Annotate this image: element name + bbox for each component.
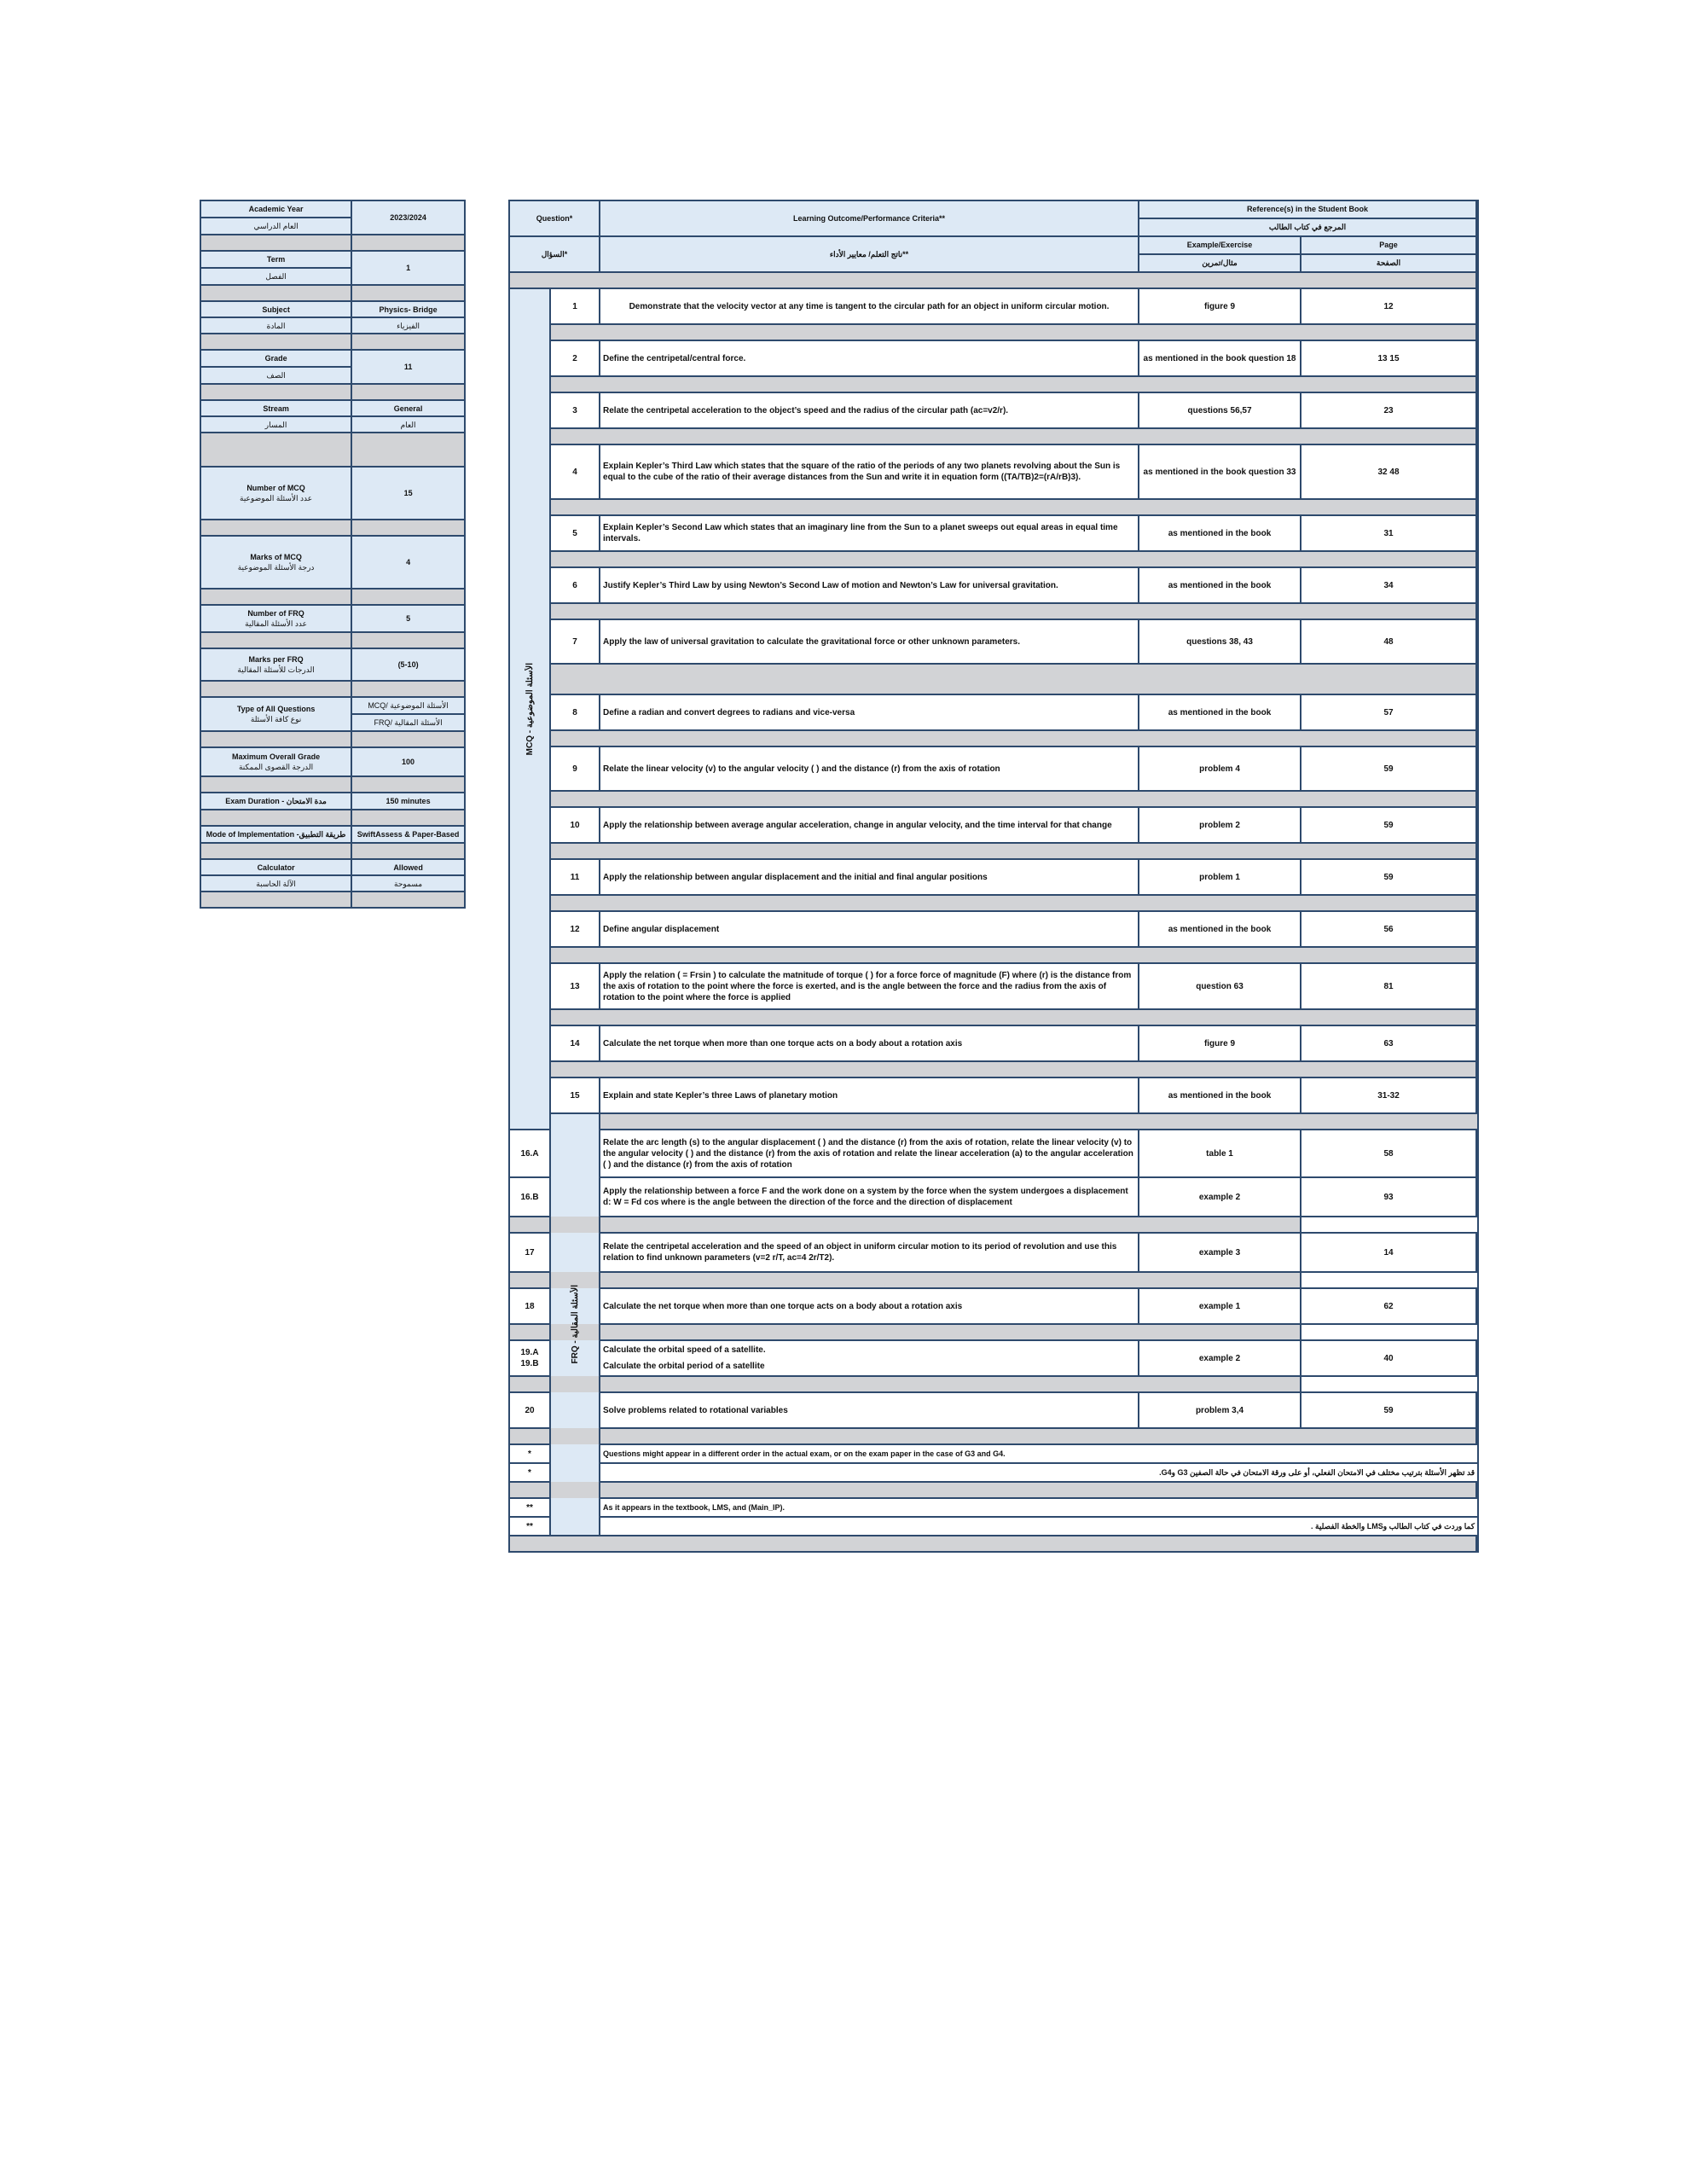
learning-outcome: Justify Kepler’s Third Law by using Newton’s Second Law of motion and Newton’s Law for universal gravitation. xyxy=(600,567,1139,603)
note-marker: ** xyxy=(509,1517,550,1536)
num-mcq-label-en: Number of MCQ xyxy=(246,484,305,492)
type-value-frq: FRQ/ الأسئلة المقالية xyxy=(351,714,465,731)
question-number: 1 xyxy=(550,288,600,324)
page-reference: 56 xyxy=(1301,911,1476,947)
learning-outcome: Define angular displacement xyxy=(600,911,1139,947)
question-number: 6 xyxy=(550,567,600,603)
question-number: 2 xyxy=(550,340,600,376)
type-label-ar: نوع كافة الأسئلة xyxy=(250,715,302,723)
question-number: 7 xyxy=(550,619,600,664)
page-reference: 40 xyxy=(1301,1340,1476,1376)
marks-mcq-label-en: Marks of MCQ xyxy=(250,553,302,561)
learning-outcome-19a: Calculate the orbital speed of a satellite. xyxy=(603,1345,766,1355)
example-reference: problem 4 xyxy=(1139,746,1301,791)
num-mcq-value: 15 xyxy=(351,467,465,520)
question-number: 5 xyxy=(550,515,600,551)
grade-label: Grade xyxy=(200,350,351,367)
note-marker: * xyxy=(509,1463,550,1482)
duration-label: Exam Duration - مدة الامتحان xyxy=(200,793,351,810)
frq-section-text: FRQ - الأسئلة المقالية xyxy=(570,1285,580,1364)
example-reference: as mentioned in the book xyxy=(1139,1077,1301,1113)
learning-outcome: Relate the centripetal acceleration to the object’s speed and the radius of the circular path (ac=v2/r). xyxy=(600,392,1139,428)
page-reference: 59 xyxy=(1301,1392,1476,1428)
max-grade-value: 100 xyxy=(351,747,465,776)
header-question-ar: السؤال* xyxy=(509,236,600,272)
example-reference: example 1 xyxy=(1139,1288,1301,1324)
mode-value: SwiftAssess & Paper-Based xyxy=(351,826,465,843)
example-reference: example 3 xyxy=(1139,1233,1301,1272)
question-number: 12 xyxy=(550,911,600,947)
example-reference: table 1 xyxy=(1139,1130,1301,1177)
term-value: 1 xyxy=(351,251,465,285)
learning-outcome: Demonstrate that the velocity vector at any time is tangent to the circular path for an object in uniform circular motion. xyxy=(600,288,1139,324)
calculator-value-ar: مسموحة xyxy=(351,875,465,892)
type-value-mcq: MCQ/ الأسئلة الموضوعية xyxy=(351,697,465,714)
page-reference: 59 xyxy=(1301,807,1476,843)
num-frq-label xyxy=(200,605,351,632)
num-frq-label-en: Number of FRQ xyxy=(247,609,304,618)
example-reference: as mentioned in the book xyxy=(1139,694,1301,730)
num-mcq-label xyxy=(200,467,351,520)
learning-outcome: Apply the relationship between a force F and the work done on a system by the force when the system undergoes a displacement d: W = Fd cos where is the angle between the direction of the force and the direction of displacement xyxy=(600,1177,1139,1217)
header-reference-ar: المرجع في كتاب الطالب xyxy=(1139,218,1476,236)
question-number: 10 xyxy=(550,807,600,843)
page-reference: 59 xyxy=(1301,746,1476,791)
header-outcome: Learning Outcome/Performance Criteria** xyxy=(600,200,1139,236)
subject-value: Physics- Bridge xyxy=(351,301,465,317)
note-order-ar: قد تظهر الأسئلة بترتيب مختلف في الامتحان الفعلي، أو على ورقة الامتحان في حالة الصفين G3 وG4. xyxy=(600,1463,1478,1482)
question-number: 16.B xyxy=(509,1177,550,1217)
learning-outcome: Define the centripetal/central force. xyxy=(600,340,1139,376)
question-number: 13 xyxy=(550,963,600,1009)
page-reference: 31-32 xyxy=(1301,1077,1476,1113)
page-reference: 31 xyxy=(1301,515,1476,551)
example-reference: problem 3,4 xyxy=(1139,1392,1301,1428)
stream-label: Stream xyxy=(200,400,351,416)
page-reference: 23 xyxy=(1301,392,1476,428)
header-page: Page xyxy=(1301,236,1476,254)
note-source-en: As it appears in the textbook, LMS, and (Main_IP). xyxy=(600,1498,1478,1517)
marks-mcq-value: 4 xyxy=(351,536,465,589)
header-page-ar: الصفحة xyxy=(1301,254,1476,272)
header-example: Example/Exercise xyxy=(1139,236,1301,254)
grade-value: 11 xyxy=(351,350,465,384)
question-number xyxy=(509,1340,550,1376)
learning-outcome: Relate the linear velocity (v) to the angular velocity ( ) and the distance (r) from the axis of rotation xyxy=(600,746,1139,791)
subject-value-ar: الفيزياء xyxy=(351,317,465,334)
example-reference: problem 2 xyxy=(1139,807,1301,843)
term-label: Term xyxy=(200,251,351,268)
question-number-19b: 19.B xyxy=(520,1359,539,1368)
marks-mcq-label-ar: درجة الأسئلة الموضوعية xyxy=(237,563,315,572)
marks-frq-label-ar: الدرجات للأسئلة المقالية xyxy=(237,665,315,674)
subject-label: Subject xyxy=(200,301,351,317)
academic-year-value: 2023/2024 xyxy=(351,200,465,235)
page-reference: 58 xyxy=(1301,1130,1476,1177)
learning-outcome: Explain Kepler’s Second Law which states that an imaginary line from the Sun to a planet sweeps out equal areas in equal time intervals. xyxy=(600,515,1139,551)
question-number: 16.A xyxy=(509,1130,550,1177)
learning-outcome xyxy=(600,1340,1139,1376)
max-grade-label-ar: الدرجة القصوى الممكنة xyxy=(238,763,314,771)
learning-outcome: Explain and state Kepler’s three Laws of planetary motion xyxy=(600,1077,1139,1113)
duration-value: 150 minutes xyxy=(351,793,465,810)
question-number-19a: 19.A xyxy=(520,1348,539,1357)
page-reference: 12 xyxy=(1301,288,1476,324)
example-reference: as mentioned in the book xyxy=(1139,515,1301,551)
page-reference: 14 xyxy=(1301,1233,1476,1272)
mcq-section-label xyxy=(509,288,550,1130)
stream-value-ar: العام xyxy=(351,416,465,433)
example-reference: questions 56,57 xyxy=(1139,392,1301,428)
type-label-en: Type of All Questions xyxy=(236,705,316,713)
header-question: Question* xyxy=(509,200,600,236)
max-grade-label-en: Maximum Overall Grade xyxy=(232,752,321,761)
page-reference: 81 xyxy=(1301,963,1476,1009)
example-reference: figure 9 xyxy=(1139,288,1301,324)
max-grade-label xyxy=(200,747,351,776)
learning-outcome: Explain Kepler’s Third Law which states that the square of the ratio of the periods of any two planets revolving about the Sun is equal to the cube of the ratio of their average distances from the Sun and write it in equation form ((TA/TB)2=(rA/rB)3). xyxy=(600,444,1139,499)
example-reference: as mentioned in the book xyxy=(1139,567,1301,603)
question-number: 15 xyxy=(550,1077,600,1113)
example-reference: as mentioned in the book xyxy=(1139,911,1301,947)
example-reference: example 2 xyxy=(1139,1177,1301,1217)
marks-frq-label-en: Marks per FRQ xyxy=(248,655,304,664)
learning-outcome-19b: Calculate the orbital period of a satellite xyxy=(603,1362,765,1371)
header-reference: Reference(s) in the Student Book xyxy=(1139,200,1476,218)
page-reference: 59 xyxy=(1301,859,1476,895)
calculator-label: Calculator xyxy=(200,859,351,875)
grade-label-ar: الصف xyxy=(200,367,351,384)
question-number: 9 xyxy=(550,746,600,791)
example-reference: question 63 xyxy=(1139,963,1301,1009)
note-source-ar: كما وردت في كتاب الطالب وLMS والخطة الفصلية . xyxy=(600,1517,1478,1536)
num-frq-label-ar: عدد الأسئلة المقالية xyxy=(245,619,307,628)
stream-value: General xyxy=(351,400,465,416)
page-reference: 48 xyxy=(1301,619,1476,664)
academic-year-label: Academic Year xyxy=(200,200,351,218)
question-number: 3 xyxy=(550,392,600,428)
type-label xyxy=(200,697,351,731)
question-number: 18 xyxy=(509,1288,550,1324)
calculator-value: Allowed xyxy=(351,859,465,875)
page-reference: 34 xyxy=(1301,567,1476,603)
page-reference: 93 xyxy=(1301,1177,1476,1217)
learning-outcome: Apply the relationship between angular displacement and the initial and final angular positions xyxy=(600,859,1139,895)
term-label-ar: الفصل xyxy=(200,268,351,285)
question-number: 4 xyxy=(550,444,600,499)
example-reference: figure 9 xyxy=(1139,1025,1301,1061)
question-number: 20 xyxy=(509,1392,550,1428)
page-reference: 32 48 xyxy=(1301,444,1476,499)
example-reference: as mentioned in the book question 33 xyxy=(1139,444,1301,499)
page-reference: 63 xyxy=(1301,1025,1476,1061)
learning-outcome: Solve problems related to rotational variables xyxy=(600,1392,1139,1428)
mode-label: Mode of Implementation -طريقة التطبيق xyxy=(200,826,351,843)
note-order-en: Questions might appear in a different order in the actual exam, or on the exam paper in the case of G3 and G4. xyxy=(600,1444,1478,1463)
question-number: 14 xyxy=(550,1025,600,1061)
example-reference: as mentioned in the book question 18 xyxy=(1139,340,1301,376)
note-marker: ** xyxy=(509,1498,550,1517)
note-marker: * xyxy=(509,1444,550,1463)
marks-frq-value: (5-10) xyxy=(351,648,465,681)
question-number: 17 xyxy=(509,1233,550,1272)
question-number: 8 xyxy=(550,694,600,730)
example-reference: questions 38, 43 xyxy=(1139,619,1301,664)
marks-frq-label xyxy=(200,648,351,681)
learning-outcome: Relate the centripetal acceleration and the speed of an object in uniform circular motion to its period of revolution and use this relation to find unknown parameters (v=2 r/T, ac=4 2r/T2). xyxy=(600,1233,1139,1272)
learning-outcome: Relate the arc length (s) to the angular displacement ( ) and the distance (r) from the axis of rotation, relate the linear velocity (v) to the angular velocity ( ) and the distance (r) from the axis of rotation and relate the linear acceleration (a) to the angular acceleration ( ) and the distance (r) from the axis of rotation xyxy=(600,1130,1139,1177)
learning-outcome: Apply the relationship between average angular acceleration, change in angular velocity, and the time interval for that change xyxy=(600,807,1139,843)
learning-outcome: Apply the relation ( = Frsin ) to calculate the matnitude of torque ( ) for a force force of magnitude (F) where (r) is the distance from the axis of rotation to the point where the force is exerted, and is the angle between the force and the radius from the axis of rotation to the point where the force is applied xyxy=(600,963,1139,1009)
page-reference: 13 15 xyxy=(1301,340,1476,376)
learning-outcome: Apply the law of universal gravitation to calculate the gravitational force or other unknown parameters. xyxy=(600,619,1139,664)
page-reference: 62 xyxy=(1301,1288,1476,1324)
learning-outcome: Calculate the net torque when more than one torque acts on a body about a rotation axis xyxy=(600,1025,1139,1061)
mcq-section-text: MCQ - الأسئلة الموضوعية xyxy=(525,662,535,756)
page-reference: 57 xyxy=(1301,694,1476,730)
exam-structure-table xyxy=(508,200,1479,1553)
subject-label-ar: المادة xyxy=(200,317,351,334)
learning-outcome: Define a radian and convert degrees to radians and vice-versa xyxy=(600,694,1139,730)
stream-label-ar: المسار xyxy=(200,416,351,433)
num-frq-value: 5 xyxy=(351,605,465,632)
marks-mcq-label xyxy=(200,536,351,589)
example-reference: example 2 xyxy=(1139,1340,1301,1376)
num-mcq-label-ar: عدد الأسئلة الموضوعية xyxy=(240,494,313,502)
calculator-label-ar: الآلة الحاسبة xyxy=(200,875,351,892)
header-example-ar: مثال/تمرين xyxy=(1139,254,1301,272)
exam-info-table xyxy=(200,200,466,909)
academic-year-label-ar: العام الدراسي xyxy=(200,218,351,235)
example-reference: problem 1 xyxy=(1139,859,1301,895)
learning-outcome: Calculate the net torque when more than one torque acts on a body about a rotation axis xyxy=(600,1288,1139,1324)
question-number: 11 xyxy=(550,859,600,895)
header-outcome-ar: ناتج التعلم/ معايير الأداء** xyxy=(600,236,1139,272)
